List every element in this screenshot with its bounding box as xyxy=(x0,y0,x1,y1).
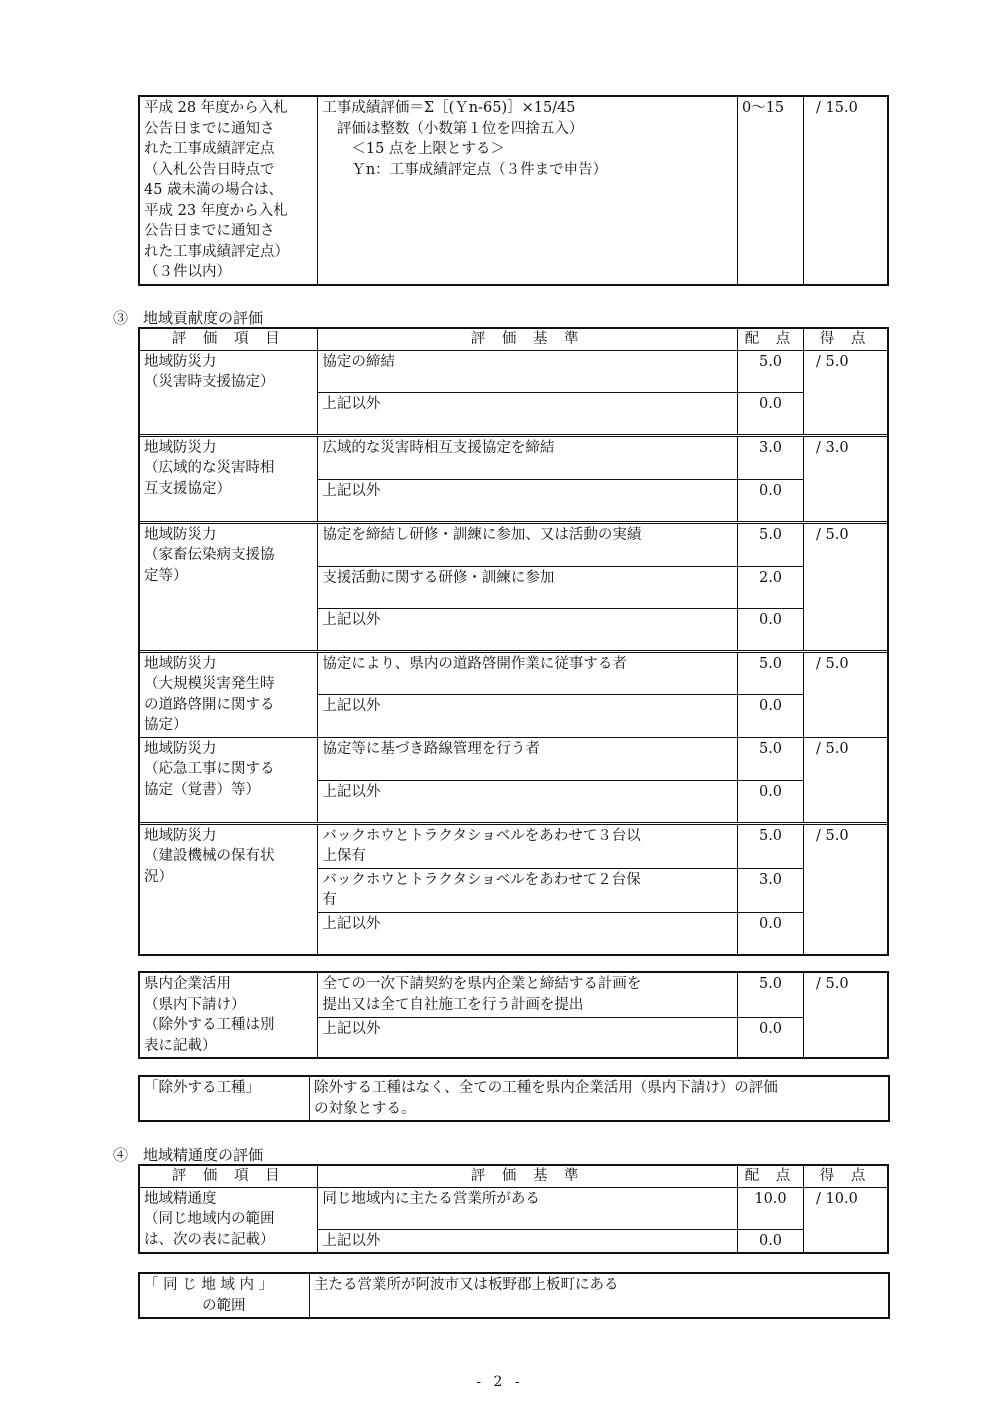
points-cell: 5.0 xyxy=(737,737,803,780)
points-cell: 3.0 xyxy=(737,436,803,479)
table-row xyxy=(140,824,888,868)
criteria-cell: 上記以外 xyxy=(318,479,738,521)
points-cell: 0.0 xyxy=(737,392,803,434)
section-3-title: ③ 地域貢献度の評価 xyxy=(113,309,264,327)
criteria-cell: 上記以外 xyxy=(318,392,738,434)
group-item: 地域防災力 （大規模災害発生時 の道路啓開に関する 協定） xyxy=(140,652,318,737)
header-score: 得 点 xyxy=(804,1166,888,1188)
regional-familiarity-table xyxy=(139,1165,888,1253)
criteria-cell: 上記以外 xyxy=(318,912,738,954)
criteria-cell: 支援活動に関する研修・訓練に参加 xyxy=(318,566,738,608)
table-row xyxy=(140,737,888,780)
score-cell: / 5.0 xyxy=(804,973,888,1058)
score-cell: / 5.0 xyxy=(804,652,888,737)
work-performance-table xyxy=(139,96,888,285)
criteria-cell: 協定等に基づき路線管理を行う者 xyxy=(318,737,738,780)
points-cell: 0.0 xyxy=(737,695,803,738)
criteria-cell: バックホウとトラクタショベルをあわせて３台以 上保有 xyxy=(318,824,738,868)
criteria-cell: 全ての一次下請契約を県内企業と締結する計画を 提出又は全て自社施工を行う計画を提出 xyxy=(318,973,738,1018)
score-cell: / 3.0 xyxy=(804,436,888,521)
work-performance-score: / 15.0 xyxy=(804,97,888,285)
points-cell: 5.0 xyxy=(737,652,803,695)
criteria-cell: 協定により、県内の道路啓開作業に従事する者 xyxy=(318,652,738,695)
criteria-cell: 広域的な災害時相互支援協定を締結 xyxy=(318,436,738,479)
header-criteria: 評 価 基 準 xyxy=(318,1166,738,1188)
score-cell: / 5.0 xyxy=(804,824,888,954)
points-cell: 5.0 xyxy=(737,350,803,392)
group-item: 地域防災力 （応急工事に関する 協定（覚書）等） xyxy=(140,737,318,822)
criteria-cell: 上記以外 xyxy=(318,695,738,738)
header-criteria: 評 価 基 準 xyxy=(318,329,738,351)
group-item: 地域防災力 （建設機械の保有状 況） xyxy=(140,824,318,954)
area-text: 主たる営業所が阿波市又は板野郡上板町にある xyxy=(310,1274,889,1318)
points-cell: 0.0 xyxy=(737,780,803,822)
score-cell: / 5.0 xyxy=(804,737,888,822)
points-cell: 0.0 xyxy=(737,479,803,521)
excluded-text: 除外する工種はなく、全ての工種を県内企業活用（県内下請け）の評価 の対象とする。 xyxy=(310,1077,889,1121)
table-row xyxy=(140,1077,889,1121)
work-performance-item: 平成 28 年度から入札 公告日までに通知さ れた工事成績評定点 （入札公告日時点で 45 歳未満の場合は、 平成 23 年度から入札 公告日までに通知さ れた工事成績評定点） （３件以内） xyxy=(140,97,318,285)
section-4-title: ④ 地域精通度の評価 xyxy=(113,1146,264,1164)
points-cell: 3.0 xyxy=(737,868,803,912)
table-row xyxy=(140,436,888,479)
table-row xyxy=(140,973,888,1018)
regional-contribution-table xyxy=(139,328,888,955)
excluded-label: 「除外する工種」 xyxy=(140,1077,310,1121)
group-item: 地域防災力 （家畜伝染病支援協 定等） xyxy=(140,523,318,650)
criteria-cell: 上記以外 xyxy=(318,608,738,650)
table-header-row xyxy=(140,1166,888,1188)
criteria-cell: バックホウとトラクタショベルをあわせて２台保 有 xyxy=(318,868,738,912)
points-cell: 0.0 xyxy=(737,608,803,650)
points-cell: 5.0 xyxy=(737,973,803,1018)
header-points: 配 点 xyxy=(737,1166,803,1188)
table-row xyxy=(140,652,888,695)
points-cell: 5.0 xyxy=(737,523,803,566)
criteria-cell: 同じ地域内に主たる営業所がある xyxy=(318,1187,738,1229)
points-cell: 10.0 xyxy=(737,1187,803,1229)
points-cell: 2.0 xyxy=(737,566,803,608)
table-row xyxy=(140,350,888,392)
table-header-row xyxy=(140,329,888,351)
same-area-table xyxy=(139,1273,889,1318)
table-row xyxy=(140,1187,888,1229)
familiarity-item: 地域精通度 （同じ地域内の範囲 は、次の表に記載） xyxy=(140,1187,318,1253)
table-row xyxy=(140,1274,889,1318)
page-number: - 2 - xyxy=(476,1374,524,1390)
area-label: 「 同 じ 地 域 内 」 の範囲 xyxy=(140,1274,310,1318)
header-points: 配 点 xyxy=(737,329,803,351)
header-item: 評 価 項 目 xyxy=(140,1166,318,1188)
subcontract-item: 県内企業活用 （県内下請け） （除外する工種は別 表に記載） xyxy=(140,973,318,1058)
excluded-work-table xyxy=(139,1076,889,1121)
points-cell: 0.0 xyxy=(737,1017,803,1057)
score-cell: / 5.0 xyxy=(804,523,888,650)
header-item: 評 価 項 目 xyxy=(140,329,318,351)
header-score: 得 点 xyxy=(804,329,888,351)
points-cell: 0.0 xyxy=(737,1229,803,1253)
work-performance-criteria: 工事成績評価＝Σ［(Ｙn-65)］×15/45 評価は整数（小数第１位を四捨五入） ＜15 点を上限とする＞ Ｙn：工事成績評定点（３件まで申告） xyxy=(318,97,738,285)
criteria-cell: 上記以外 xyxy=(318,1017,738,1057)
work-performance-range: 0～15 xyxy=(737,97,803,285)
local-subcontract-table xyxy=(139,972,888,1058)
points-cell: 0.0 xyxy=(737,912,803,954)
group-item: 地域防災力 （災害時支援協定） xyxy=(140,350,318,434)
group-item: 地域防災力 （広域的な災害時相 互支援協定） xyxy=(140,436,318,521)
points-cell: 5.0 xyxy=(737,824,803,868)
score-cell: / 5.0 xyxy=(804,350,888,434)
criteria-cell: 上記以外 xyxy=(318,780,738,822)
table-row xyxy=(140,523,888,566)
criteria-cell: 上記以外 xyxy=(318,1229,738,1253)
criteria-cell: 協定を締結し研修・訓練に参加、又は活動の実績 xyxy=(318,523,738,566)
score-cell: / 10.0 xyxy=(804,1187,888,1253)
criteria-cell: 協定の締結 xyxy=(318,350,738,392)
